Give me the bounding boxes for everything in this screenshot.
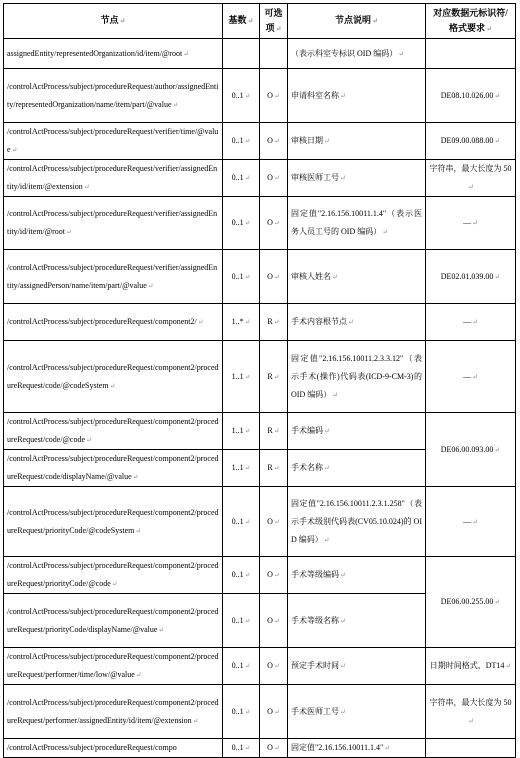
- cardinality: 0..1↵: [223, 685, 260, 739]
- optionality: R↵: [260, 304, 288, 341]
- node-path: /controlActProcess/subject/procedureRequest/component2/procedureRequest/priorityCode/@code↵: [4, 557, 223, 594]
- standard-identifier: [426, 739, 516, 758]
- node-description: 手术医师工号↵: [288, 685, 426, 739]
- optionality: O↵: [260, 685, 288, 739]
- standard-identifier: DE06.00.255.00↵: [426, 557, 516, 648]
- standard-identifier: 字符串，最大长度为 50↵: [426, 160, 516, 197]
- node-path: /controlActProcess/subject/procedureRequest/verifier/assignedEntity/assignedPerson/name/item/part/@value↵: [4, 250, 223, 304]
- node-description: 审核医师工号↵: [288, 160, 426, 197]
- optionality: O↵: [260, 69, 288, 123]
- optionality: R↵: [260, 450, 288, 487]
- cardinality: [223, 39, 260, 69]
- cardinality: 0..1↵: [223, 594, 260, 648]
- optionality: R↵: [260, 341, 288, 413]
- cardinality: 0..1↵: [223, 487, 260, 557]
- table-row: [4, 123, 516, 160]
- cardinality: 0..1↵: [223, 197, 260, 250]
- optionality: O↵: [260, 557, 288, 594]
- table-row: [4, 250, 516, 304]
- standard-identifier: [426, 39, 516, 69]
- table-row: [4, 413, 516, 450]
- table-row: [4, 557, 516, 594]
- node-description: 固定值"2.16.156.10011.2.3.1.258"（表示手术级别代码表(CV05.10.024)的 OID 编码）↵: [288, 487, 426, 557]
- node-description: 申请科室名称↵: [288, 69, 426, 123]
- node-path: /controlActProcess/subject/procedureRequest/component2/procedureRequest/performer/time/low/@value↵: [4, 648, 223, 685]
- optionality: O↵: [260, 487, 288, 557]
- table-row: [4, 739, 516, 758]
- cardinality: 0..1↵: [223, 250, 260, 304]
- node-description: 手术等级编码↵: [288, 557, 426, 594]
- table-row: [4, 160, 516, 197]
- node-spec-table: [3, 3, 516, 758]
- cardinality: 0..1↵: [223, 557, 260, 594]
- node-path: /controlActProcess/subject/procedureRequest/component2/procedureRequest/priorityCode/@codeSystem↵: [4, 487, 223, 557]
- optionality: [260, 39, 288, 69]
- node-description: 审核人姓名↵: [288, 250, 426, 304]
- optionality: O↵: [260, 197, 288, 250]
- optionality: O↵: [260, 739, 288, 758]
- table-row: [4, 69, 516, 123]
- node-description: 手术等级名称↵: [288, 594, 426, 648]
- standard-identifier: 字符串，最大长度为 50↵: [426, 685, 516, 739]
- cardinality: 0..1↵: [223, 739, 260, 758]
- standard-identifier: —↵: [426, 304, 516, 341]
- standard-identifier: —↵: [426, 487, 516, 557]
- optionality: O↵: [260, 160, 288, 197]
- table-row: [4, 648, 516, 685]
- node-description: 预定手术时间↵: [288, 648, 426, 685]
- cardinality: 0..1↵: [223, 69, 260, 123]
- standard-identifier: —↵: [426, 197, 516, 250]
- node-path: assignedEntity/representedOrganization/id/item/@root↵: [4, 39, 223, 69]
- node-path: /controlActProcess/subject/procedureRequest/component2/↵: [4, 304, 223, 341]
- node-path: /controlActProcess/subject/procedureRequest/compo: [4, 739, 223, 758]
- optionality: O↵: [260, 648, 288, 685]
- node-path: /controlActProcess/subject/procedureRequest/author/assignedEntity/representedOrganization/name/item/part/@value↵: [4, 69, 223, 123]
- standard-identifier: DE06.00.093.00↵: [426, 413, 516, 487]
- optionality: R↵: [260, 413, 288, 450]
- cardinality: 0..1↵: [223, 648, 260, 685]
- header-optional: 可选项↵: [260, 4, 288, 39]
- table-row: [4, 39, 516, 69]
- standard-identifier: DE02.01.039.00↵: [426, 250, 516, 304]
- standard-identifier: —↵: [426, 341, 516, 413]
- node-path: /controlActProcess/subject/procedureRequest/verifier/time/@value↵: [4, 123, 223, 160]
- node-description: （表示科室专标识 OID 编码）↵: [288, 39, 426, 69]
- header-description: 节点说明↵: [288, 4, 426, 39]
- standard-identifier: DE08.10.026.00↵: [426, 69, 516, 123]
- cardinality: 0..1↵: [223, 160, 260, 197]
- node-description: 固定值"2.16.156.10011.2.3.3.12"（表示手术(操作)代码表(ICD-9-CM-3)的 OID 编码）↵: [288, 341, 426, 413]
- node-description: 手术名称↵: [288, 450, 426, 487]
- node-path: /controlActProcess/subject/procedureRequest/verifier/assignedEntity/id/item/@extension↵: [4, 160, 223, 197]
- standard-identifier: 日期时间格式，DT14↵: [426, 648, 516, 685]
- header-cardinality: 基数↵: [223, 4, 260, 39]
- node-description: 手术内容根节点↵: [288, 304, 426, 341]
- table-row: [4, 487, 516, 557]
- header-standard: 对应数据元标识符/格式要求↵: [426, 4, 516, 39]
- optionality: O↵: [260, 594, 288, 648]
- table-row: [4, 197, 516, 250]
- node-description: 审核日期↵: [288, 123, 426, 160]
- optionality: O↵: [260, 123, 288, 160]
- optionality: O↵: [260, 250, 288, 304]
- table-header-row: [4, 4, 516, 39]
- node-description: 固定值"2.16.156.10011.1.4"（表示医务人员工号的 OID 编码）↵: [288, 197, 426, 250]
- cardinality: 1..1↵: [223, 413, 260, 450]
- node-path: /controlActProcess/subject/procedureRequest/component2/procedureRequest/code/@code↵: [4, 413, 223, 450]
- standard-identifier: DE09.00.088.00↵: [426, 123, 516, 160]
- node-path: /controlActProcess/subject/procedureRequest/verifier/assignedEntity/id/item/@root↵: [4, 197, 223, 250]
- node-path: /controlActProcess/subject/procedureRequest/component2/procedureRequest/code/@codeSystem↵: [4, 341, 223, 413]
- table-row: [4, 341, 516, 413]
- table-row: [4, 685, 516, 739]
- node-path: /controlActProcess/subject/procedureRequest/component2/procedureRequest/priorityCode/displayName/@value↵: [4, 594, 223, 648]
- node-path: /controlActProcess/subject/procedureRequest/component2/procedureRequest/code/displayName/@value↵: [4, 450, 223, 487]
- node-description: 固定值"2.16.156.10011.1.4"↵: [288, 739, 426, 758]
- node-path: /controlActProcess/subject/procedureRequest/component2/procedureRequest/performer/assignedEntity/id/item/@extension↵: [4, 685, 223, 739]
- cardinality: 1..1↵: [223, 450, 260, 487]
- cardinality: 1..1↵: [223, 341, 260, 413]
- node-description: 手术编码↵: [288, 413, 426, 450]
- table-row: [4, 304, 516, 341]
- cardinality: 1..*↵: [223, 304, 260, 341]
- cardinality: 0..1↵: [223, 123, 260, 160]
- header-node: 节点↵: [4, 4, 223, 39]
